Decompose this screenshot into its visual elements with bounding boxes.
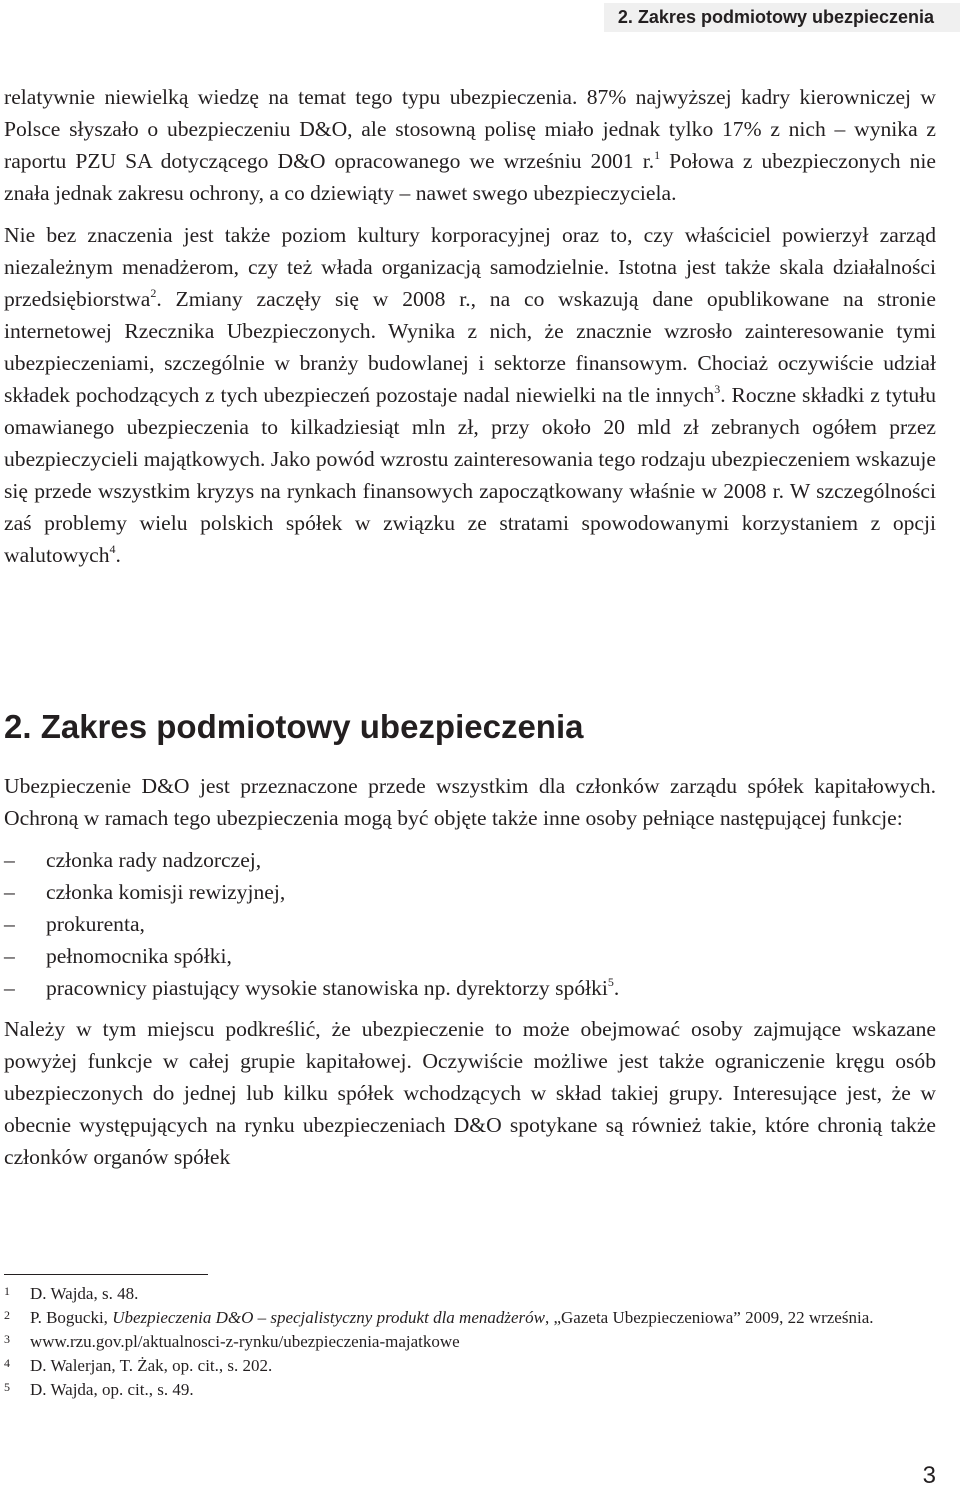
paragraph-1-text-end: Połowa z ubezpieczonych nie znała jednak zakresu ochrony, a co dziewiąty – nawet swego ubezpieczyciela. xyxy=(4,149,936,205)
footnote-number: 4 xyxy=(4,1356,10,1370)
paragraph-2-text-c: . Roczne składki z tytułu omawianego ubezpieczenia to kilkadziesiąt mln zł, przy około 20 mld zł zebranych ogółem przez ubezpieczycieli majątkowych. Jako powód wzrostu zainteresowania tego rodzaju ubezpieczeniem wskazuje się przede wszystkim kryzys na rynkach finansowych zapoczątkowany właśnie w 2008 r. W szczególności zaś problemy wielu polskich spółek w związku ze stratami spowodowanymi korzystaniem z opcji walutowych xyxy=(4,383,936,567)
dash-marker: – xyxy=(4,880,15,904)
footnote-link[interactable]: www.rzu.gov.pl/aktualnosci-z-rynku/ubezpieczenia-majatkowe xyxy=(30,1332,460,1351)
footnote-number: 2 xyxy=(4,1308,10,1322)
list-item-text: członka rady nadzorczej, xyxy=(46,848,262,872)
running-header-title: 2. Zakres podmiotowy ubezpieczenia xyxy=(604,3,960,32)
footnote-rule xyxy=(4,1274,208,1275)
list-item-text: prokurenta, xyxy=(46,912,145,936)
footnote-3 xyxy=(4,1330,936,1354)
section-intro: Ubezpieczenie D&O jest przeznaczone przede wszystkim dla członków zarządu spółek kapitałowych. Ochroną w ramach tego ubezpieczenia mogą być objęte także inne osoby pełniące następującej funkcje: xyxy=(4,774,936,830)
page-number: 3 xyxy=(922,1462,936,1489)
footnote-2 xyxy=(4,1306,936,1330)
footnote-text-end: , „Gazeta Ubezpieczeniowa” 2009, 22 września. xyxy=(544,1308,874,1327)
paragraph-2-text-d: . xyxy=(115,543,121,567)
footnote-number: 3 xyxy=(4,1332,10,1346)
paragraph-2-text-a: Nie bez znaczenia jest także poziom kultury korporacyjnej oraz to, czy właściciel powierzył zarząd niezależnym menadżerom, czy też włada organizacją samodzielnie. Istotna jest także skala działalności przedsiębiorstwa xyxy=(4,223,936,311)
footnote-ref-5[interactable]: 5 xyxy=(607,975,614,989)
list-item xyxy=(4,940,936,972)
footnote-text: D. Wajda, op. cit., s. 49. xyxy=(30,1380,194,1399)
section-closing: Należy w tym miejscu podkreślić, że ubezpieczenie to może obejmować osoby zajmujące wskazane powyżej funkcje w całej grupie kapitałowej. Oczywiście możliwe jest także ograniczenie kręgu osób ubezpieczonych do jednej lub kilku spółek wchodzących w skład takiej grupy. Interesujące jest, że w obecnie występujących na rynku ubezpieczeniach D&O spotykane są również takie, które chronią także członków organów spółek xyxy=(4,1017,936,1169)
footnote-text: P. Bogucki, xyxy=(30,1308,113,1327)
section-heading: 2. Zakres podmiotowy ubezpieczenia xyxy=(4,708,584,745)
list-item xyxy=(4,844,936,876)
list-item-text: pracownicy piastujący wysokie stanowiska np. dyrektorzy spółki xyxy=(46,976,608,1000)
paragraph-2-text-b: . Zmiany zaczęły się w 2008 r., na co wskazują dane opublikowane na stronie internetowej Rzecznika Ubezpieczonych. Wynika z nich, że znacznie wzrosło zainteresowanie tymi ubezpieczeniami, szczególnie w branży budowlanej i sektorze finansowym. Chociaż oczywiście udział składek pochodzących z tych ubezpieczeń pozostaje nadal niewielki na tle innych xyxy=(4,287,936,407)
body-text-top xyxy=(4,81,936,581)
running-header xyxy=(0,0,960,34)
footnote-ref-2[interactable]: 2 xyxy=(150,286,157,300)
dash-marker: – xyxy=(4,848,15,872)
function-list xyxy=(4,844,936,1004)
paragraph-1-text: relatywnie niewielką wiedzę na temat tego typu ubezpieczenia. 87% najwyższej kadry kierowniczej w Polsce słyszało o ubezpieczeniu D&O, ale stosowną polisę miało jednak tylko 17% z nich – wynika z raportu PZU SA dotyczącego D&O opracowanego we wrześniu 2001 r. xyxy=(4,85,936,173)
footnote-5 xyxy=(4,1378,936,1402)
footnote-text: D. Wajda, s. 48. xyxy=(30,1284,139,1303)
list-item-tail: . xyxy=(613,976,620,1000)
section-body xyxy=(4,770,936,1183)
list-item xyxy=(4,876,936,908)
list-item xyxy=(4,972,936,1004)
dash-marker: – xyxy=(4,944,15,968)
footnotes xyxy=(4,1282,936,1402)
footnote-text: D. Walerjan, T. Żak, op. cit., s. 202. xyxy=(30,1356,273,1375)
dash-marker: – xyxy=(4,912,15,936)
footnote-number: 5 xyxy=(4,1380,10,1394)
list-item-text: członka komisji rewizyjnej, xyxy=(46,880,286,904)
footnote-ref-3[interactable]: 3 xyxy=(714,382,721,396)
paragraph-1 xyxy=(4,81,936,209)
footnote-1 xyxy=(4,1282,936,1306)
paragraph-2 xyxy=(4,219,936,571)
dash-marker: – xyxy=(4,976,15,1000)
footnote-title: Ubezpieczenia D&O – specjalistyczny produkt dla menadżerów xyxy=(112,1308,545,1327)
footnote-ref-1[interactable]: 1 xyxy=(654,148,661,162)
footnote-ref-4[interactable]: 4 xyxy=(109,542,116,556)
list-item-text: pełnomocnika spółki, xyxy=(46,944,232,968)
list-item xyxy=(4,908,936,940)
footnote-4 xyxy=(4,1354,936,1378)
footnote-number: 1 xyxy=(4,1284,10,1298)
